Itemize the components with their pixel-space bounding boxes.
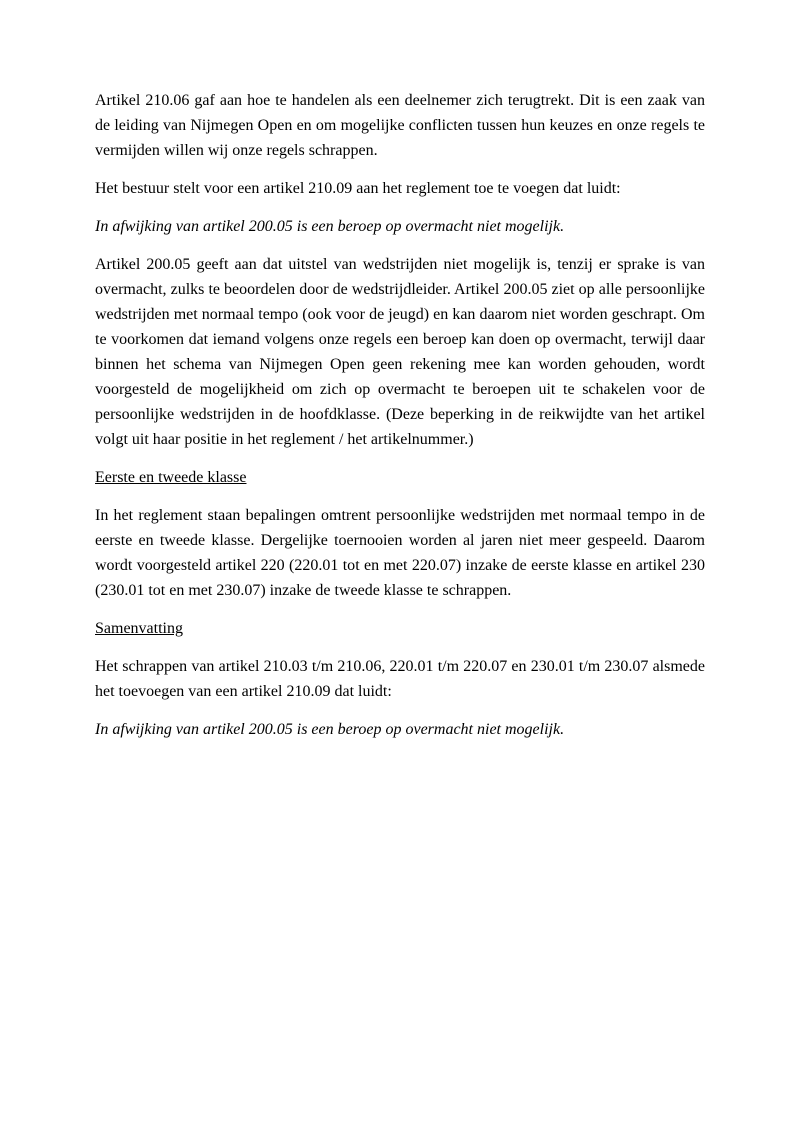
paragraph-artikel-200-05: Artikel 200.05 geeft aan dat uitstel van wedstrijden niet mogelijk is, tenzij er sprake is van overmacht, zulks te beoordelen door de wedstrijdleider. Artikel 200.05 ziet op alle persoonlijke wedstrijden met normaal tempo (ook voor de jeugd) en kan daarom niet worden geschrapt. Om te voorkomen dat iemand volgens onze regels een beroep kan doen op overmacht, terwijl daar binnen het schema van Nijmegen Open geen rekening mee kan worden gehouden, wordt voorgesteld de mogelijkheid om zich op overmacht te beroepen uit te schakelen voor de persoonlijke wedstrijden in de hoofdklasse. (Deze beperking in de reikwijdte van het artikel volgt uit haar positie in het reglement / het artikelnummer.)	[95, 256, 705, 448]
paragraph-bestuur-voorstel: Het bestuur stelt voor een artikel 210.09 aan het reglement toe te voegen dat luidt:	[95, 180, 621, 197]
paragraph-quote-overmacht-1: In afwijking van artikel 200.05 is een beroep op overmacht niet mogelijk.	[95, 218, 565, 235]
paragraph-eerste-tweede-klasse: In het reglement staan bepalingen omtrent persoonlijke wedstrijden met normaal tempo in de eerste en tweede klasse. Dergelijke toernooien worden al jaren niet meer gespeeld. Daarom wordt voorgesteld artikel 220 (220.01 tot en met 220.07) inzake de eerste klasse en artikel 230 (230.01 tot en met 230.07) inzake de tweede klasse te schrappen.	[95, 507, 705, 599]
heading-eerste-en-tweede-klasse	[95, 465, 705, 490]
paragraph-quote-overmacht-2: In afwijking van artikel 200.05 is een beroep op overmacht niet mogelijk.	[95, 721, 565, 738]
paragraph-samenvatting: Het schrappen van artikel 210.03 t/m 210.06, 220.01 t/m 220.07 en 230.01 t/m 230.07 alsmede het toevoegen van een artikel 210.09 dat luidt:	[95, 658, 705, 700]
heading-eerste-en-tweede-klasse-text: Eerste en tweede klasse	[95, 469, 247, 486]
heading-samenvatting	[95, 616, 705, 641]
paragraph-artikel-210-06: Artikel 210.06 gaf aan hoe te handelen als een deelnemer zich terugtrekt. Dit is een zaak van de leiding van Nijmegen Open en om mogelijke conflicten tussen hun keuzes en onze regels te vermijden willen wij onze regels schrappen.	[95, 92, 705, 159]
heading-samenvatting-text: Samenvatting	[95, 620, 183, 637]
